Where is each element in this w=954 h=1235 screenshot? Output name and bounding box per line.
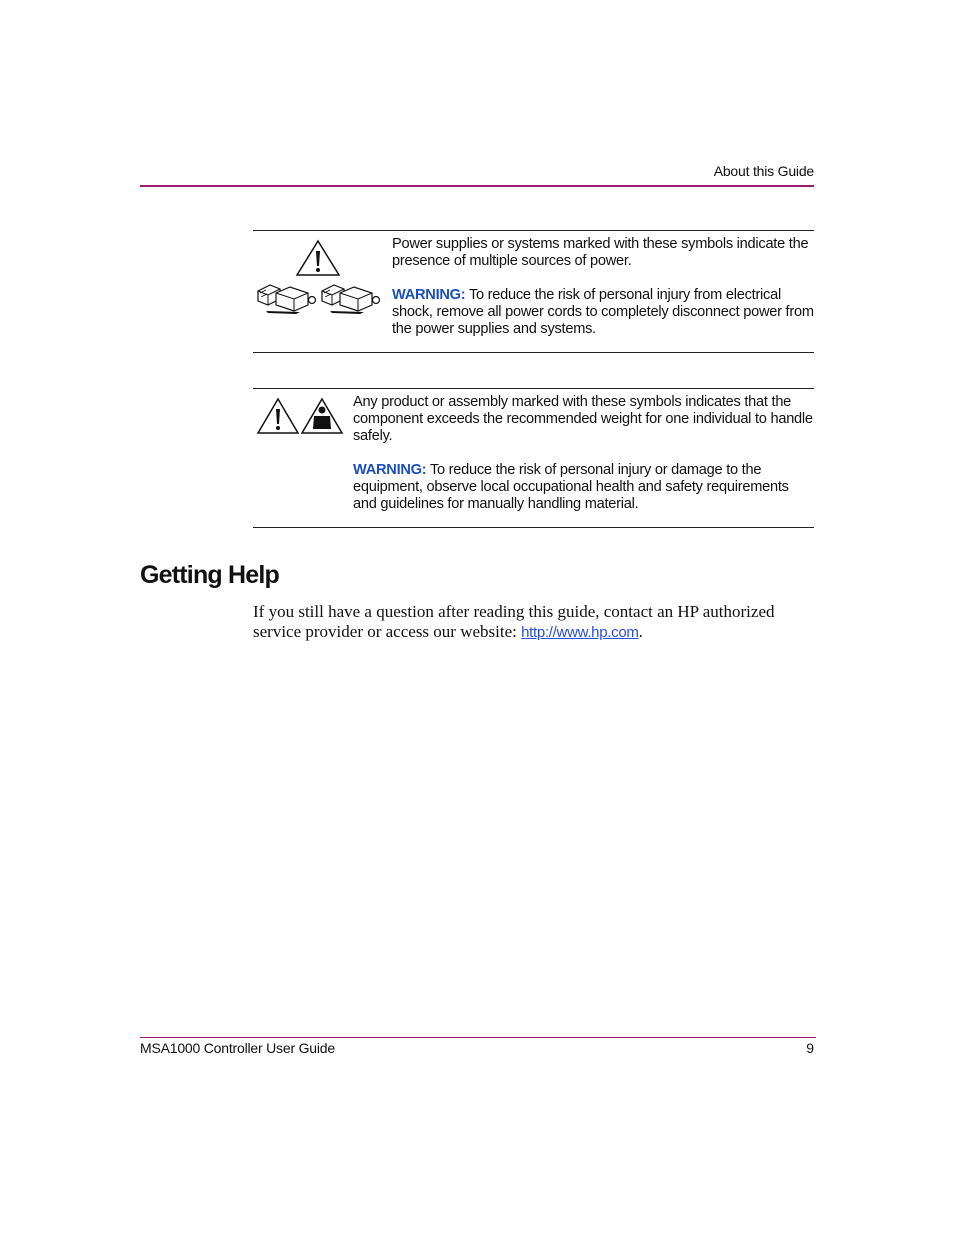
notice-text [392, 236, 814, 355]
page-number: 9 [806, 1040, 814, 1056]
getting-help-paragraph [253, 602, 813, 642]
footer-guide-title: MSA1000 Controller User Guide [140, 1040, 335, 1056]
warning-label: WARNING: [392, 287, 466, 303]
notice-description: Power supplies or systems marked with these symbols indicate the presence of multiple sources of power. [392, 236, 809, 269]
notice-text [353, 394, 814, 530]
warning-triangle-icon [256, 397, 300, 435]
warning-text: To reduce the risk of personal injury or damage to the equipment, observe local occupational health and safety requirements and guidelines for manually handling material. [353, 462, 789, 512]
warning-text: To reduce the risk of personal injury from electrical shock, remove all power cords to completely disconnect power from the power supplies and systems. [392, 287, 814, 337]
heavy-weight-icon [300, 397, 344, 435]
notice-warning [353, 462, 814, 513]
notice-description: Any product or assembly marked with these symbols indicates that the component exceeds the recommended weight for one individual to handle safely. [353, 394, 813, 444]
notice-warning [392, 287, 814, 338]
warning-triangle-icon [295, 239, 341, 277]
power-supply-icon [320, 279, 382, 315]
header-rule [140, 185, 814, 187]
heavy-weight-notice [253, 388, 814, 528]
section-title: Getting Help [140, 561, 280, 589]
paragraph-end: . [638, 621, 643, 641]
power-supply-icon [256, 279, 318, 315]
hp-website-link[interactable]: http://www.hp.com [521, 623, 639, 641]
running-header: About this Guide [713, 163, 814, 179]
paragraph-text: If you still have a question after reading this guide, contact an HP authorized service provider or access our website: [253, 602, 775, 641]
power-sources-notice [253, 230, 814, 353]
footer-rule [140, 1037, 816, 1038]
warning-label: WARNING: [353, 462, 427, 478]
